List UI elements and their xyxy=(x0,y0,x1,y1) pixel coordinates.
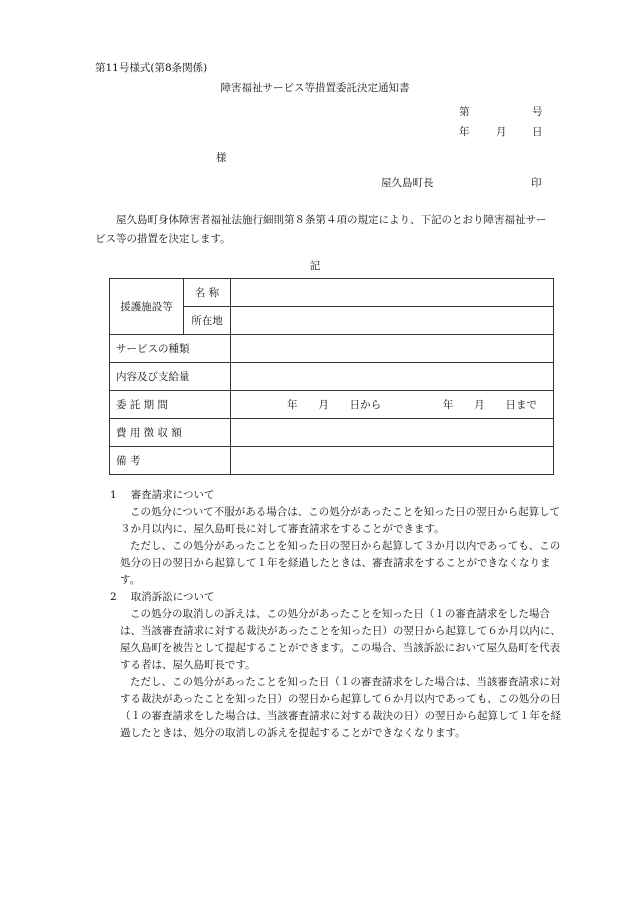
table-row xyxy=(110,279,554,307)
fee-text: 費 用 徴 収 額 xyxy=(116,427,182,439)
content-amount-value xyxy=(231,363,554,391)
remarks-label xyxy=(110,447,231,475)
note-paragraph: ただし、この処分があったことを知った日（１の審査請求をした場合は、当該審査請求に対する裁決があったことを知った日）の翌日から起算して６か月以内であっても、この処分の日（１の審査請求をした場合は、当該審査請求に対する裁決の日）の翌日から起算して１年を経過したときは、処分の取消しの訴えを提起することができなくなります。 xyxy=(120,676,561,739)
date-day: 日 xyxy=(532,126,543,138)
table-row xyxy=(110,335,554,363)
number-label-go: 号 xyxy=(532,106,543,118)
document-title: 障害福祉サービス等措置委託決定通知書 xyxy=(220,82,410,94)
fee-label xyxy=(110,419,231,447)
period-label xyxy=(110,391,231,419)
facility-label: 援護施設等 xyxy=(110,279,184,335)
name-label: 名 称 xyxy=(184,279,231,307)
note-number: 1 xyxy=(110,489,117,501)
table-row xyxy=(110,391,554,419)
remarks-text: 備 考 xyxy=(116,455,141,467)
fee-value xyxy=(231,419,554,447)
table-row xyxy=(110,419,554,447)
name-value xyxy=(231,279,554,307)
date-month: 月 xyxy=(496,126,507,138)
note-paragraph: ただし、この処分があったことを知った日の翌日から起算して３か月以内であっても、この処分の日の翌日から起算して１年を経過したときは、審査請求をすることができなくなります。 xyxy=(120,540,561,586)
service-type-text: サービスの種類 xyxy=(116,343,190,355)
addressee-suffix: 様 xyxy=(216,152,227,164)
period-dates xyxy=(235,397,549,412)
note-paragraph: この処分について不服がある場合は、この処分があったことを知った日の翌日から起算して３か月以内に、屋久島町長に対して審査請求をすることができます。 xyxy=(120,506,561,535)
address-value xyxy=(231,307,554,335)
form-number: 第11号様式(第8条関係) xyxy=(95,62,208,74)
to-month: 月 xyxy=(474,399,485,411)
seal-mark: 印 xyxy=(531,177,542,189)
content-amount-label xyxy=(110,363,231,391)
to-day: 日まで xyxy=(505,399,537,411)
note-title: 審査請求について xyxy=(130,489,215,501)
notes-section xyxy=(110,487,570,742)
note-heading xyxy=(110,589,570,606)
period-gap xyxy=(402,397,422,412)
body-paragraph: 屋久島町身体障害者福祉法施行細則第８条第４項の規定により、下記のとおり障害福祉サービス等の措置を決定します。 xyxy=(95,214,547,245)
issuer-name: 屋久島町長 xyxy=(381,177,434,189)
note-title: 取消訴訟について xyxy=(130,591,215,603)
from-year: 年 xyxy=(287,399,298,411)
remarks-value xyxy=(231,447,554,475)
service-type-value xyxy=(231,335,554,363)
address-label: 所在地 xyxy=(184,307,231,335)
to-year: 年 xyxy=(442,399,454,411)
note-number: 2 xyxy=(110,591,117,603)
table-row xyxy=(110,363,554,391)
from-day: 日から xyxy=(349,399,382,411)
note-paragraph: この処分の取消しの訴えは、この処分があったことを知った日（１の審査請求をした場合は、当該審査請求に対する裁決があったことを知った日）の翌日から起算して６か月以内に、屋久島町を被告として提起することができます。この場合、当該訴訟において屋久島町を代表する者は、屋久島町長です。 xyxy=(120,608,561,671)
table-row xyxy=(110,447,554,475)
number-label-dai: 第 xyxy=(459,106,470,118)
from-month: 月 xyxy=(318,399,329,411)
note-heading xyxy=(110,487,570,504)
period-value xyxy=(231,391,554,419)
service-type-label xyxy=(110,335,231,363)
date-year: 年 xyxy=(459,126,470,138)
content-amount-text: 内容及び支給量 xyxy=(116,371,190,383)
decision-table xyxy=(109,278,554,475)
ki-heading: 記 xyxy=(309,260,321,272)
period-text: 委 託 期 間 xyxy=(116,399,169,411)
